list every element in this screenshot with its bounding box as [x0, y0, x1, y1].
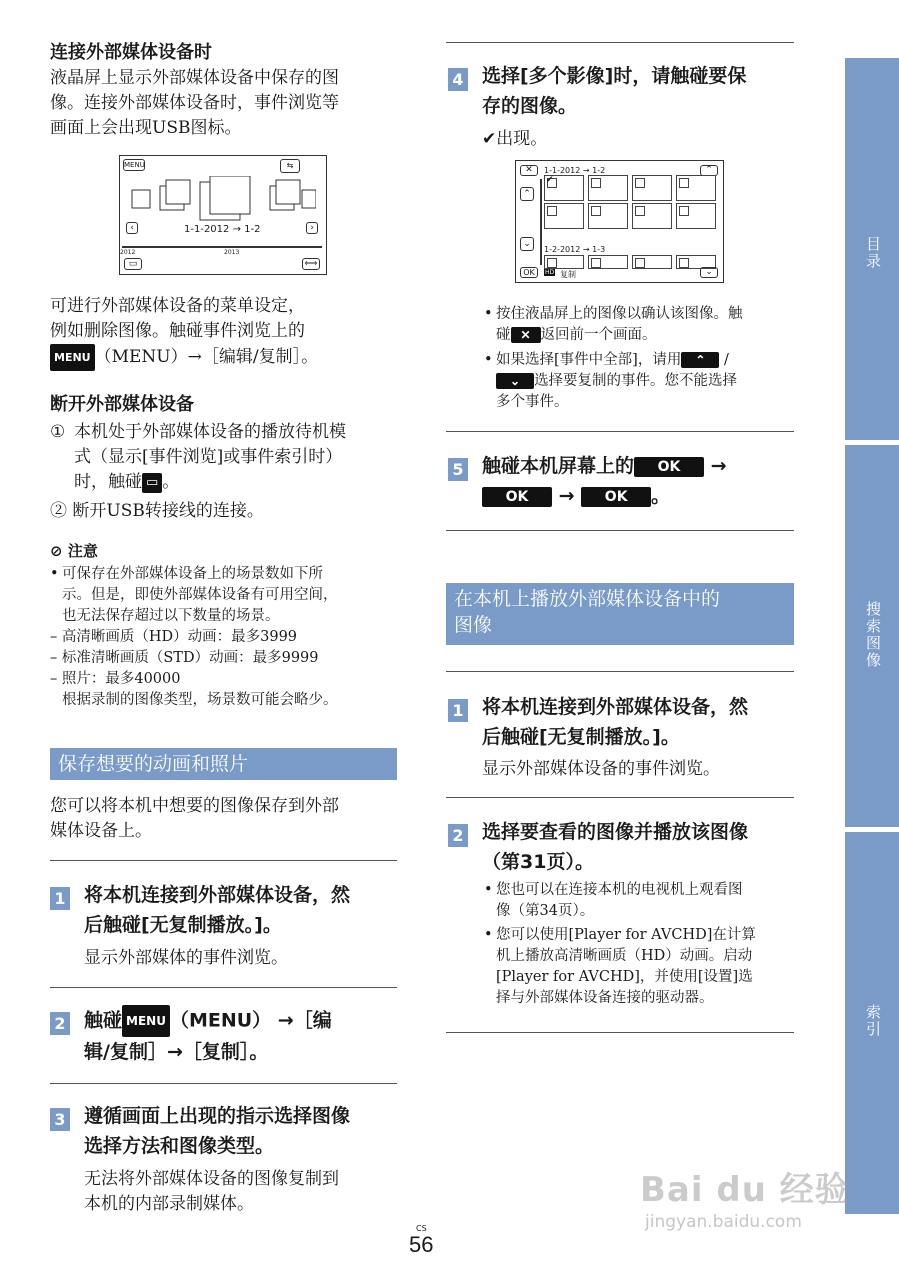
step-4-title-line-1: 选择[多个影像]时，请触碰要保 [482, 65, 747, 87]
divider [50, 1083, 397, 1084]
divider [446, 797, 794, 798]
play-step-1-line-2: 后触碰[无复制播放。]。 [482, 726, 680, 748]
arrow-1: → [710, 455, 727, 477]
scroll-bottom-icon[interactable]: ⌄ [700, 267, 718, 278]
timeline-year-2013: 2013 [224, 249, 240, 256]
close-icon[interactable]: ✕ [520, 165, 538, 176]
play-step-2-number: 2 [448, 824, 468, 847]
disconnect-2-text: 断开USB转接线的连接。 [72, 501, 264, 521]
section-save: 保存想要的动画和照片 [50, 748, 397, 780]
step-3-desc [84, 1167, 339, 1217]
caution-icon: ⊘ [50, 542, 63, 560]
note-item-std: – 标准清晰画质（STD）动画：最多9999 [50, 650, 319, 666]
scroll-down-icon[interactable]: ⌄ [520, 237, 534, 251]
bullet-2-line-1-text: 如果选择[事件中全部]，请用 [496, 352, 682, 368]
image-cell[interactable] [544, 203, 584, 229]
ok-button-1: OK [634, 457, 704, 477]
watermark-url: jingyan.baidu.com [645, 1212, 802, 1232]
multi-select-screen [515, 160, 724, 283]
bullet-confirm [496, 304, 796, 346]
page-number: 56 [409, 1232, 434, 1257]
note-item-hd: – 高清晰画质（HD）动画：最多3999 [50, 629, 298, 645]
note-line-1: • 可保存在外部媒体设备上的场景数如下所 [62, 566, 323, 582]
step-2-title-line-2: 辑/复制］→［复制］。 [84, 1041, 269, 1063]
step-5-text: 触碰本机屏幕上的 [482, 455, 635, 477]
connect-line-3: 画面上会出现USB图标。 [50, 118, 242, 138]
step-2-touch: 触碰 [84, 1009, 123, 1032]
menu-path: （MENU）→［编辑/复制］。 [94, 347, 319, 367]
disconnect-step-2 [50, 499, 264, 524]
usb-icon[interactable]: ⇆ [280, 159, 300, 173]
bullet-2-line-3: 多个事件。 [496, 394, 569, 410]
connect-heading: 连接外部媒体设备时 [50, 42, 212, 63]
divider [446, 530, 794, 531]
bullet-avchd [496, 925, 796, 1009]
save-intro-line-2: 媒体设备上。 [50, 821, 152, 841]
image-cell[interactable] [588, 175, 628, 201]
note-end: 根据录制的图像类型，场景数可能会略少。 [62, 692, 338, 708]
image-cell[interactable] [632, 175, 672, 201]
chevron-down-icon: ⌄ [496, 373, 534, 389]
step-3-desc-line-1: 无法将外部媒体设备的图像复制到 [84, 1169, 339, 1189]
bullet-1-line-2-text: 碰 [496, 327, 511, 343]
playback-mode-button[interactable]: ▭ [124, 258, 142, 270]
event-view-screen [119, 155, 327, 275]
bullet-tv [496, 880, 796, 922]
copy-label: 复制 [560, 270, 576, 279]
scroll-top-icon[interactable]: ⌃ [700, 165, 718, 176]
timeline-bar[interactable] [122, 246, 322, 248]
image-cell[interactable] [676, 203, 716, 229]
menu-para-line-2: 例如删除图像。触碰事件浏览上的 [50, 321, 305, 341]
scroll-up-icon[interactable]: ⌃ [520, 187, 534, 201]
scrollbar[interactable] [540, 179, 542, 265]
step-5-line-1 [482, 451, 727, 481]
bullet-2-line-2 [496, 371, 796, 392]
step-1-number: 1 [50, 887, 70, 910]
tab-toc-label: 目录 [864, 236, 882, 270]
hd-badge: HD [545, 269, 555, 276]
divider [446, 1032, 794, 1033]
prev-event-button[interactable]: ‹ [126, 222, 138, 234]
arrow-2: → [558, 485, 575, 507]
divider [50, 860, 397, 861]
play-step-1-title [482, 692, 748, 752]
note-line-2: 示。但是，即使外部媒体设备有可用空间， [62, 587, 338, 603]
save-intro-line-1: 您可以将本机中想要的图像保存到外部 [50, 796, 339, 816]
end-mark: 。 [651, 485, 671, 507]
step-2-number: 2 [50, 1012, 70, 1035]
divider [446, 42, 794, 43]
disconnect-step-1 [50, 420, 346, 495]
menu-button[interactable]: MENU [124, 161, 145, 169]
note-body [50, 564, 402, 711]
ok-button[interactable]: OK [520, 267, 538, 278]
playback-icon: ▭ [142, 473, 162, 493]
section-play-line-2: 图像 [454, 614, 493, 636]
bullet-avchd-line-4: 择与外部媒体设备连接的驱动器。 [496, 990, 714, 1006]
close-icon: ✕ [511, 327, 541, 343]
step-1-title [84, 880, 350, 940]
disconnect-heading: 断开外部媒体设备 [50, 394, 194, 415]
play-step-2-line-2: （第31页）。 [482, 851, 594, 873]
step-3-title [84, 1101, 350, 1161]
circled-1: ① [50, 422, 66, 442]
screen2-date-1: 1-1-2012 → 1-2 [544, 166, 606, 175]
image-cell[interactable] [632, 255, 672, 269]
image-cell[interactable] [676, 175, 716, 201]
play-step-2-bullets [496, 880, 796, 1009]
bullet-1-line-1: • 按住液晶屏上的图像以确认该图像。触 [496, 306, 743, 322]
disconnect-1-line-3-text: 时，触碰 [74, 472, 142, 492]
step-4-title [482, 61, 746, 121]
disconnect-1-line-3 [74, 470, 346, 495]
play-step-1-desc: 显示外部媒体设备的事件浏览。 [482, 759, 720, 779]
tab-search-label: 搜索图像 [864, 601, 882, 669]
save-intro [50, 794, 339, 844]
section-play [446, 583, 794, 645]
switch-view-button[interactable]: ⟺ [302, 258, 320, 270]
bullet-tv-line-2: 像（第34页）。 [496, 903, 595, 919]
bullet-avchd-line-1: • 您可以使用[Player for AVCHD]在计算 [496, 927, 756, 943]
play-step-2-line-1: 选择要查看的图像并播放该图像 [482, 821, 749, 843]
watermark-logo: Bai du 经验 [640, 1170, 850, 1210]
step-3-title-line-1: 遵循画面上出现的指示选择图像 [84, 1105, 351, 1127]
bullet-avchd-line-3: [Player for AVCHD]，并使用[设置]选 [496, 969, 753, 985]
note-heading-text: 注意 [67, 542, 98, 560]
step-4-title-line-2: 存的图像。 [482, 95, 578, 117]
next-event-button[interactable]: › [306, 222, 318, 234]
circled-2: ② [50, 501, 67, 521]
connect-body [50, 66, 339, 141]
bullet-1-line-2 [496, 325, 796, 346]
image-cell[interactable] [544, 255, 584, 269]
event-date-range: 1-1-2012 → 1-2 [184, 224, 261, 235]
divider [50, 987, 397, 988]
ok-button-2: OK [482, 487, 552, 507]
step-4-bullets [496, 304, 796, 413]
image-cell[interactable] [588, 255, 628, 269]
bullet-tv-line-1: • 您也可以在连接本机的电视机上观看图 [496, 882, 743, 898]
step-5-line-2 [482, 481, 727, 511]
disconnect-1-line-2: 式（显示[事件浏览]或事件索引时） [74, 447, 343, 467]
note-heading [50, 540, 98, 561]
connect-line-2: 像。连接外部媒体设备时，事件浏览等 [50, 93, 339, 113]
step-1-title-line-2: 后触碰[无复制播放。]。 [84, 914, 282, 936]
language-code: CS [416, 1224, 427, 1233]
event-thumbnails [130, 176, 316, 226]
step-2-title [84, 1005, 332, 1067]
play-step-1-line-1: 将本机连接到外部媒体设备，然 [482, 696, 749, 718]
tab-index-label: 索引 [864, 1004, 882, 1038]
timeline-year-2012: 2012 [120, 249, 136, 256]
menu-para-line-1: 可进行外部媒体设备的菜单设定， [50, 296, 305, 316]
bullet-2-line-1 [496, 350, 796, 371]
image-cell[interactable] [544, 175, 584, 201]
play-step-1-number: 1 [448, 699, 468, 722]
step-3-title-line-2: 选择方法和图像类型。 [84, 1135, 275, 1157]
bullet-select-event [496, 350, 796, 413]
tab-search-images[interactable] [845, 445, 899, 827]
chevron-up-icon: ⌃ [681, 352, 719, 368]
section-play-line-1: 在本机上播放外部媒体设备中的 [454, 588, 721, 610]
screen2-date-2: 1-2-2012 → 1-3 [544, 245, 606, 254]
connect-line-1: 液晶屏上显示外部媒体设备中保存的图 [50, 68, 339, 88]
bullet-1-end: 返回前一个画面。 [540, 327, 657, 343]
step-5-number: 5 [448, 458, 468, 481]
step-4-check: ✔出现。 [482, 129, 548, 149]
divider [446, 431, 794, 432]
bullet-avchd-line-2: 机上播放高清晰画质（HD）动画。启动 [496, 948, 753, 964]
menu-para [50, 294, 318, 371]
step-5-title [482, 451, 727, 511]
image-cell[interactable] [588, 203, 628, 229]
image-cell[interactable] [632, 203, 672, 229]
step-3-desc-line-2: 本机的内部录制媒体。 [84, 1194, 254, 1214]
disconnect-1-line-1: 本机处于外部媒体设备的播放待机模 [74, 422, 346, 442]
note-line-3: 也无法保存超过以下数量的场景。 [62, 608, 280, 624]
step-4-number: 4 [448, 68, 468, 91]
bullet-2-line-2-text: 选择要复制的事件。您不能选择 [534, 373, 738, 389]
disconnect-1-end: 。 [162, 472, 180, 492]
step-1-desc: 显示外部媒体的事件浏览。 [84, 948, 288, 968]
divider [446, 671, 794, 672]
step-2-menu-badge: MENU [122, 1005, 170, 1037]
step-2-title-line-1 [84, 1005, 332, 1037]
step-3-number: 3 [50, 1108, 70, 1131]
note-bullet [62, 564, 402, 627]
slash: / [724, 352, 729, 368]
tab-toc[interactable] [845, 58, 899, 440]
tab-index[interactable] [845, 832, 899, 1214]
menu-badge: MENU [50, 344, 95, 371]
checkmark-icon: ✔ [546, 175, 554, 185]
ok-button-3: OK [581, 487, 651, 507]
menu-para-line-3 [50, 344, 318, 371]
step-2-menu-path: （MENU） →［编 [169, 1009, 332, 1032]
step-1-title-line-1: 将本机连接到外部媒体设备，然 [84, 884, 351, 906]
note-item-photo: – 照片：最多40000 [50, 671, 181, 687]
play-step-2-title [482, 817, 748, 877]
